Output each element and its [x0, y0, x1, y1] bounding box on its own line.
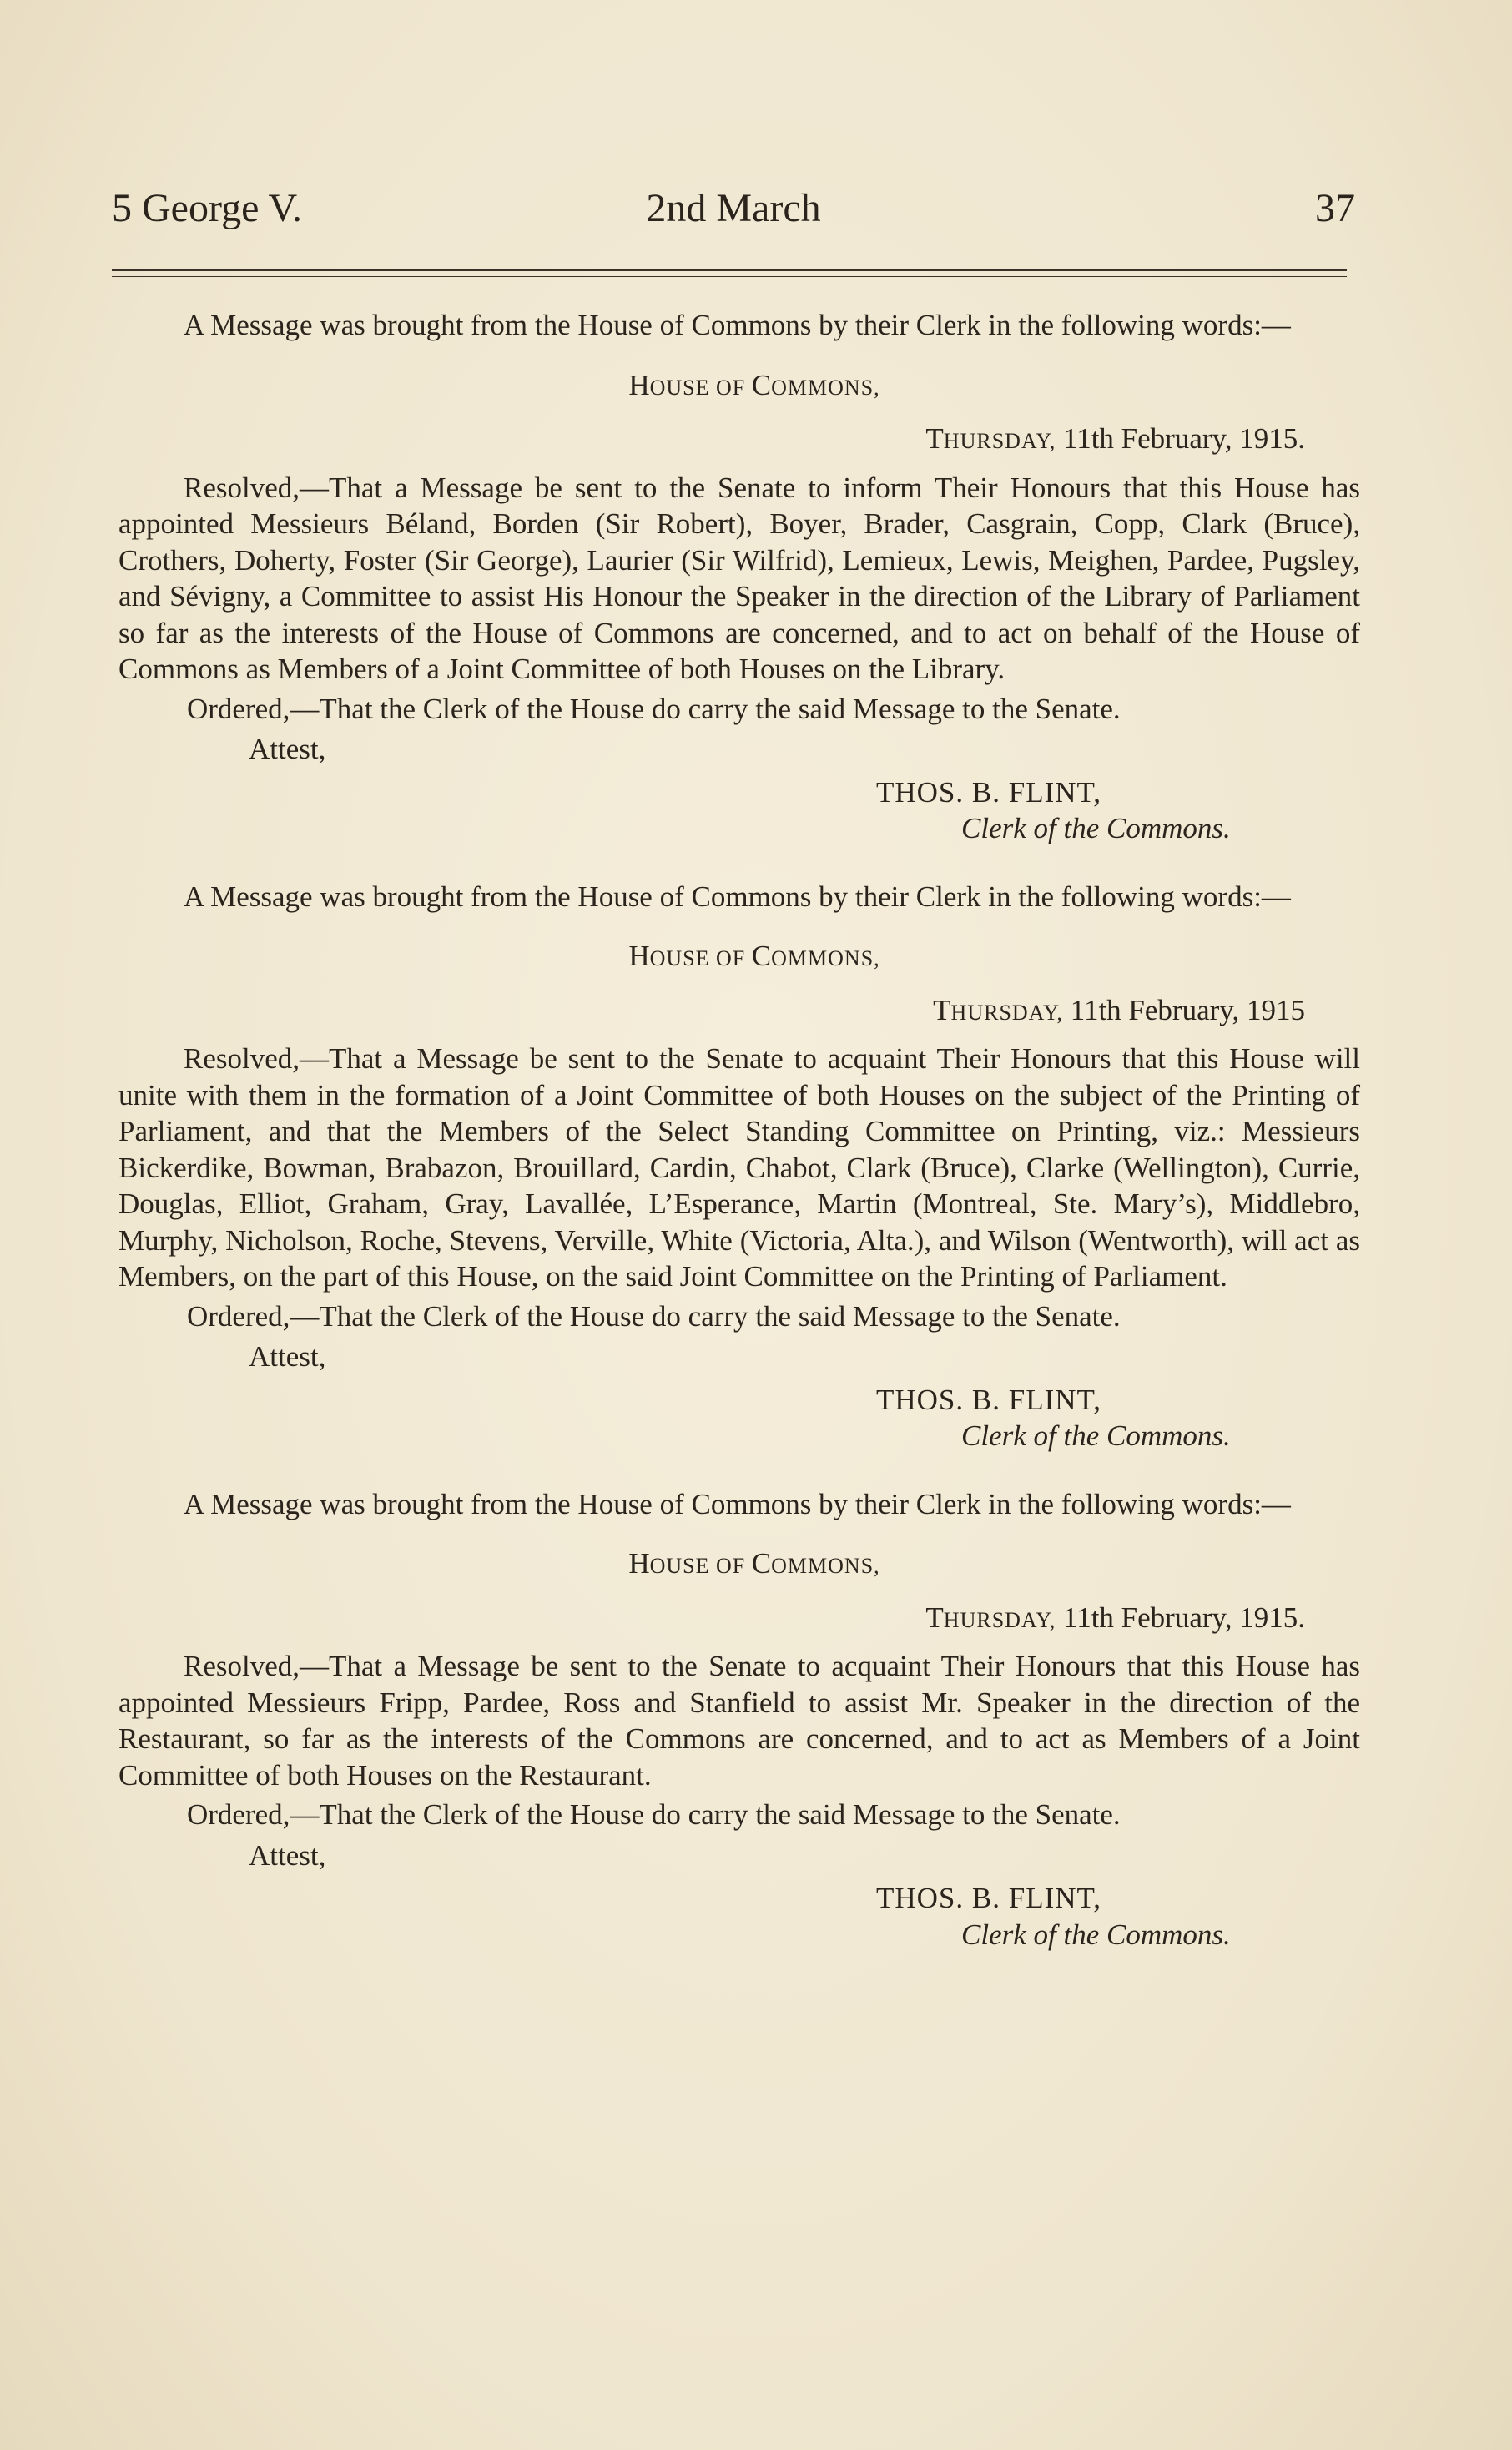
house-of-commons-heading: HOUSE OF COMMONS, — [628, 368, 880, 401]
resolution-text: Resolved,—That a Message be sent to the Senate to inform Their Honours that this House has appointed Messieurs Béland, Borden (Sir Robert), Boyer, Brader, Casgrain, Copp, Clark (Bruce), Crothers, Doherty, Foster (Sir George), Laurier (Sir Wilfrid), Lemieux, Lewis, Meighen, Pardee, Pugsley, and Sévigny, a Committee to assist His Honour the Speaker in the direction of the Library of Parliament so far as the interests of the House of Commons are concerned, and to act on behalf of the House of Commons as Members of a Joint Committee of both Houses on the Library. — [118, 471, 1360, 685]
message-dateline: THURSDAY, 11th February, 1915. — [925, 422, 1305, 455]
order-text: Ordered,—That the Clerk of the House do carry the said Message to the Senate. — [187, 692, 1121, 725]
message-block-1 — [118, 307, 1360, 847]
header-rule — [112, 269, 1347, 277]
resolution-text: Resolved,—That a Message be sent to the Senate to acquaint Their Honours that this House will unite with them in the formation of a Joint Committee of both Houses on the subject of the Printing of Parliament, and that the Members of the Select Standing Committee on Printing, viz.: Messieurs Bickerdike, Bowman, Brabazon, Brouillard, Cardin, Chabot, Clark (Bruce), Clarke (Wellington), Currie, Douglas, Elliot, Graham, Gray, Lavallée, L’Esperance, Martin (Montreal, Ste. Mary’s), Middlebro, Murphy, Nicholson, Roche, Stevens, Verville, White (Victoria, Alta.), and Wilson (Wentworth), will act as Members, on the part of this House, on the said Joint Committee on the Printing of Parliament. — [118, 1042, 1360, 1293]
header-date: 2nd March — [646, 186, 821, 230]
resolution-text: Resolved,—That a Message be sent to the Senate to acquaint Their Honours that this House has appointed Messieurs Fripp, Pardee, Ross and Stanfield to assist Mr. Speaker in the direction of the Restaurant, so far as the interests of the Commons are concerned, and to act as Members of a Joint Committee of both Houses on the Restaurant. — [118, 1650, 1360, 1792]
message-dateline: THURSDAY, 11th February, 1915 — [933, 993, 1305, 1026]
attest-label: Attest, — [249, 1340, 326, 1373]
clerk-signature: THOS. B. FLINT, — [876, 775, 1102, 809]
attest-label: Attest, — [249, 1838, 326, 1872]
clerk-title: Clerk of the Commons. — [961, 1419, 1231, 1452]
clerk-title: Clerk of the Commons. — [961, 1918, 1231, 1951]
message-intro: A Message was brought from the House of Commons by their Clerk in the following words:— — [184, 309, 1291, 341]
clerk-title: Clerk of the Commons. — [961, 812, 1231, 844]
running-header — [112, 185, 1355, 235]
header-regnal-year: 5 George V. — [112, 186, 302, 230]
page-number: 37 — [1315, 186, 1355, 230]
message-block-3 — [118, 1486, 1360, 1953]
message-dateline: THURSDAY, 11th February, 1915. — [925, 1601, 1305, 1634]
house-of-commons-heading: HOUSE OF COMMONS, — [628, 1547, 880, 1580]
message-block-2 — [118, 879, 1360, 1454]
message-intro: A Message was brought from the House of Commons by their Clerk in the following words:— — [184, 1487, 1291, 1520]
clerk-signature: THOS. B. FLINT, — [876, 1882, 1102, 1914]
house-of-commons-heading: HOUSE OF COMMONS, — [628, 940, 880, 972]
order-text: Ordered,—That the Clerk of the House do carry the said Message to the Senate. — [187, 1299, 1121, 1333]
message-intro: A Message was brought from the House of Commons by their Clerk in the following words:— — [184, 880, 1291, 913]
clerk-signature: THOS. B. FLINT, — [876, 1383, 1102, 1416]
order-text: Ordered,—That the Clerk of the House do carry the said Message to the Senate. — [187, 1798, 1121, 1831]
attest-label: Attest, — [249, 733, 326, 765]
page-body — [118, 307, 1360, 1984]
